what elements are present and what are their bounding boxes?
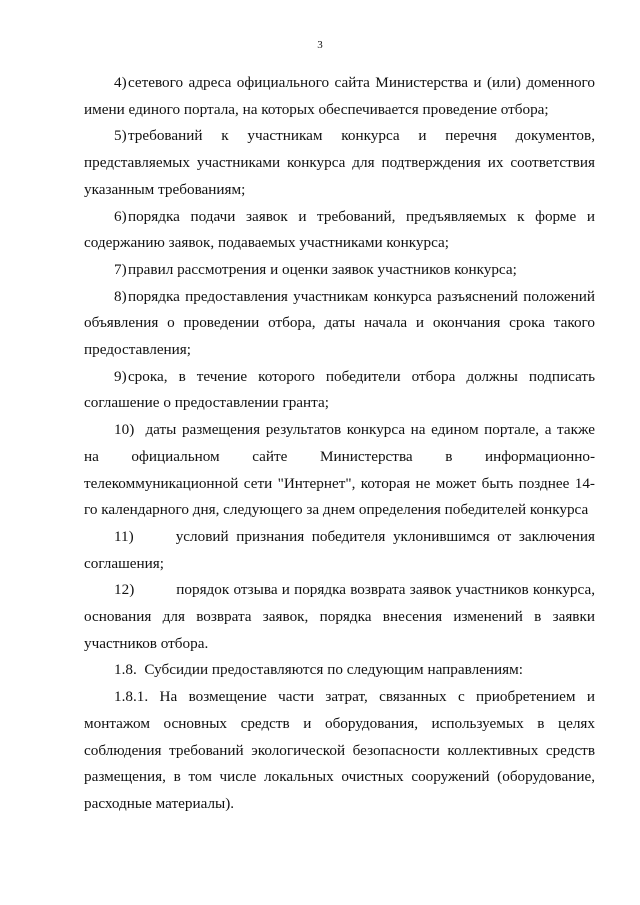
list-item — [84, 70, 595, 123]
list-item — [84, 417, 595, 524]
subsection-number: 1.8.1. — [114, 688, 149, 706]
item-text: порядка предоставления участникам конкурса разъяснений положений объявления о проведении отбора, даты начала и окончания срока такого предоставления; — [84, 287, 595, 359]
item-number: 7) — [114, 260, 127, 278]
item-number: 11) — [114, 527, 134, 545]
list-item — [84, 123, 595, 203]
list-item — [84, 204, 595, 257]
document-body — [84, 70, 595, 818]
subsection-text: На возмещение части затрат, связанных с приобретением и монтажом основных средств и оборудования, используемых в целях соблюдения требований экологической безопасности коллективных средств размещения, в том числе локальных очистных сооружений (оборудование, расходные материалы). — [84, 688, 595, 812]
list-item — [84, 257, 595, 284]
item-text: условий признания победителя уклонившимся от заключения соглашения; — [84, 527, 595, 572]
item-number: 8) — [114, 287, 127, 305]
page-number: 3 — [317, 39, 323, 51]
item-text: правил рассмотрения и оценки заявок участников конкурса; — [127, 260, 517, 278]
item-number: 6) — [114, 207, 127, 225]
list-item — [84, 364, 595, 417]
list-item — [84, 524, 595, 577]
list-item — [84, 577, 595, 657]
subsection — [84, 684, 595, 818]
section-number: 1.8. — [114, 661, 137, 679]
item-text: срока, в течение которого победители отбора должны подписать соглашение о предоставлении гранта; — [84, 367, 595, 412]
item-text: порядка подачи заявок и требований, предъявляемых к форме и содержанию заявок, подаваемых участниками конкурса; — [84, 207, 595, 252]
item-number: 9) — [114, 367, 127, 385]
item-number: 5) — [114, 127, 127, 145]
item-number: 12) — [114, 581, 135, 599]
item-number: 4) — [114, 74, 127, 91]
item-text: сетевого адреса официального сайта Министерства и (или) доменного имени единого портала, на которых обеспечивается проведение отбора; — [84, 74, 595, 118]
item-number: 10) — [114, 421, 135, 439]
section-heading — [84, 657, 595, 684]
item-text: даты размещения результатов конкурса на едином портале, а также на официальном сайте Министерства в информационно-телекоммуникационной сети "Интернет", которая не может быть позднее 14-го календарного дня, следующего за днем определения победителей конкурса — [84, 421, 596, 519]
section-text: Субсидии предоставляются по следующим направлениям: — [144, 661, 523, 679]
item-text: порядок отзыва и порядка возврата заявок участников конкурса, основания для возврата заявок, порядка внесения изменений в заявки участников отбора. — [84, 581, 595, 652]
item-text: требований к участникам конкурса и перечня документов, представляемых участниками конкурса для подтверждения их соответствия указанным требованиям; — [84, 127, 595, 198]
list-item — [84, 284, 595, 364]
